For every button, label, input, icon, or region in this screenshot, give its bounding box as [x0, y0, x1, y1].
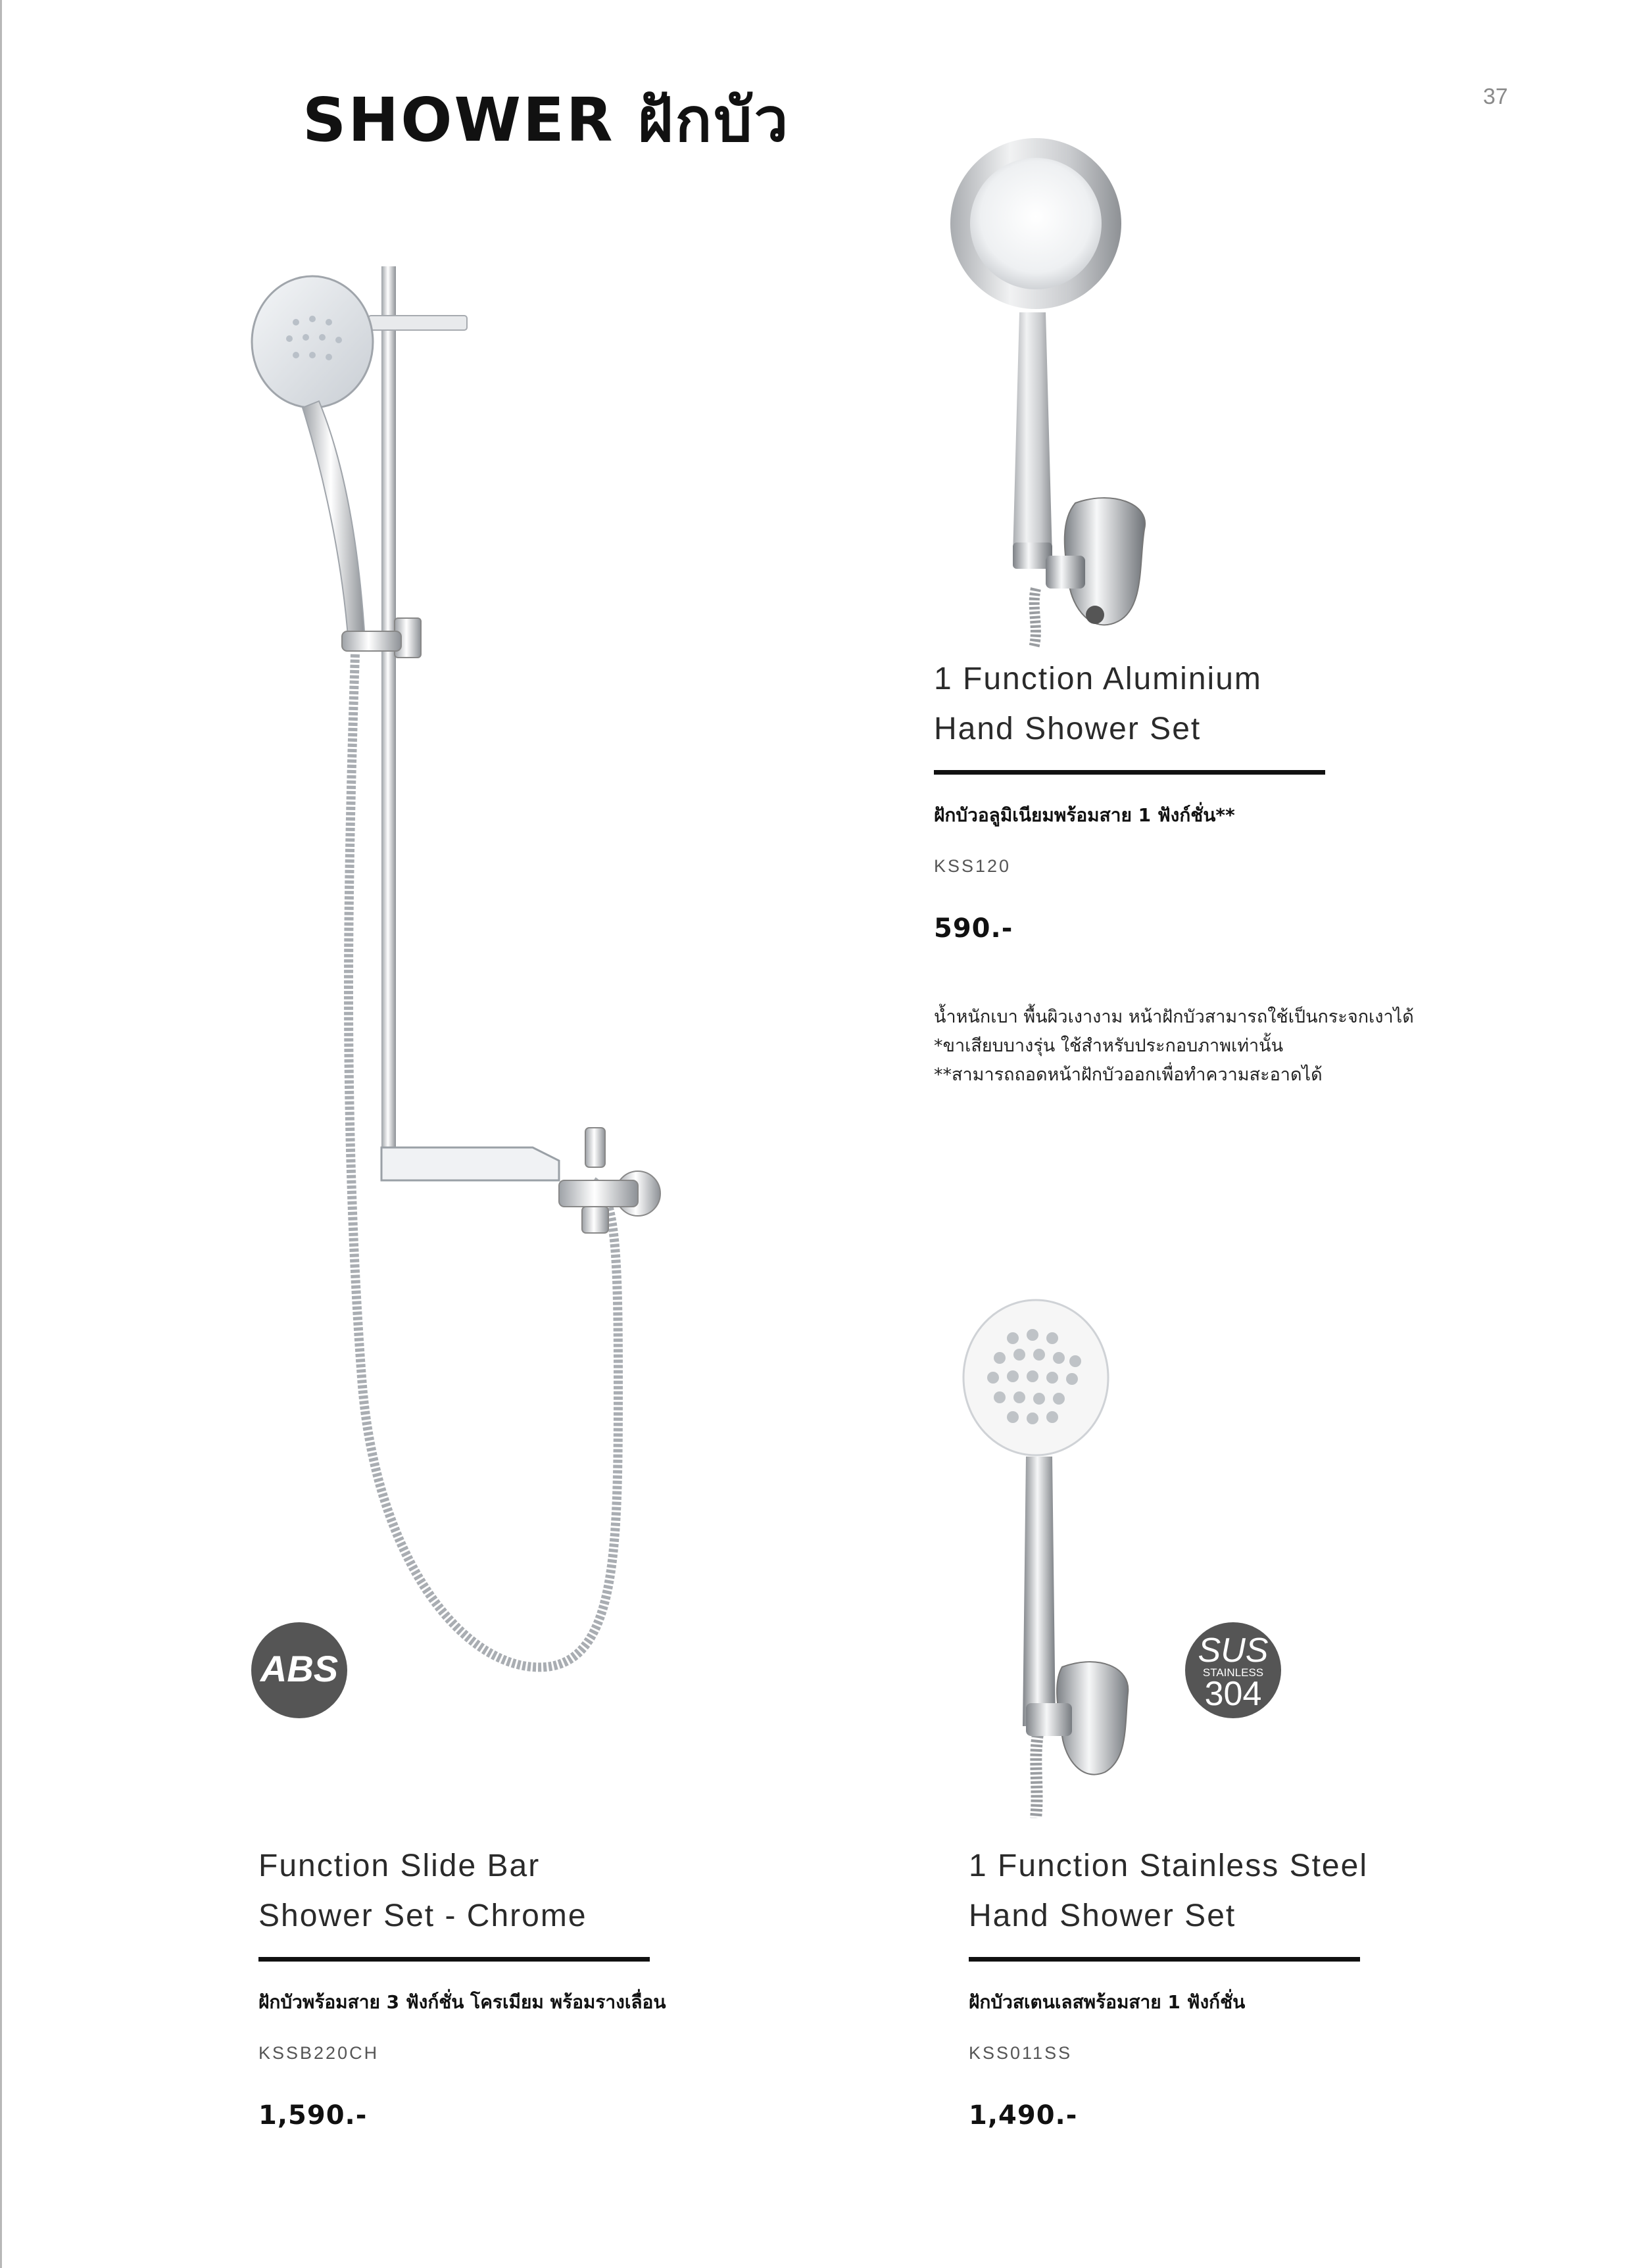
- product-price: 590.-: [934, 913, 1013, 944]
- page-title: SHOWER ฝักบัว: [303, 85, 791, 155]
- page-number: 37: [1483, 84, 1508, 109]
- sus-badge-bottom: 304: [1204, 1675, 1262, 1713]
- note-line: น้ำหนักเบา พื้นผิวเงางาม หน้าฝักบัวสามารถใช้เป็นกระจกเงาได้: [934, 1007, 1414, 1027]
- abs-badge-label: ABS: [260, 1648, 339, 1689]
- product-code: KSS120: [934, 856, 1011, 876]
- product-name-line1: 1 Function Aluminium: [934, 662, 1262, 696]
- product-kss011ss: [969, 1841, 1376, 2131]
- product-thai-name: ฝักบัวสเตนเลสพร้อมสาย 1 ฟังก์ชั่น: [969, 1991, 1246, 2013]
- product-name-line1: Function Slide Bar: [258, 1848, 541, 1883]
- divider-rule: [258, 1957, 650, 1962]
- product-notes: [934, 1003, 1414, 1090]
- abs-material-badge: [250, 1621, 349, 1722]
- page-edge-line: [0, 0, 2, 2268]
- product-code: KSSB220CH: [258, 2043, 379, 2063]
- stainless-hand-shower-image: [940, 1299, 1151, 1818]
- note-line: *ขาเสียบบางรุ่น ใช้สำหรับประกอบภาพเท่านั้น: [934, 1036, 1284, 1056]
- sus-badge-mid: STAINLESS: [1202, 1666, 1264, 1679]
- product-kssb220ch: [258, 1841, 666, 2131]
- product-name-line2: Hand Shower Set: [969, 1898, 1236, 1933]
- product-price: 1,590.-: [258, 2100, 368, 2131]
- slide-bar-shower-set-image: [250, 260, 677, 1700]
- divider-rule: [969, 1957, 1360, 1962]
- product-code: KSS011SS: [969, 2043, 1073, 2063]
- product-thai-name: ฝักบัวอลูมิเนียมพร้อมสาย 1 ฟังก์ชั่น**: [934, 804, 1235, 826]
- product-name-line2: Shower Set - Chrome: [258, 1898, 587, 1933]
- product-name-line2: Hand Shower Set: [934, 712, 1202, 746]
- aluminium-hand-shower-image: [947, 135, 1197, 648]
- sus304-material-badge: [1184, 1621, 1282, 1722]
- divider-rule: [934, 770, 1325, 775]
- note-line: **สามารถถอดหน้าฝักบัวออกเพื่อทำความสะอาดได้: [934, 1065, 1323, 1085]
- product-thai-name: ฝักบัวพร้อมสาย 3 ฟังก์ชั่น โครเมียม พร้อมรางเลื่อน: [258, 1991, 666, 2013]
- sus-badge-top: SUS: [1198, 1631, 1269, 1670]
- product-name-line1: 1 Function Stainless Steel: [969, 1848, 1368, 1883]
- product-price: 1,490.-: [969, 2100, 1078, 2131]
- product-kss120: [934, 654, 1414, 1090]
